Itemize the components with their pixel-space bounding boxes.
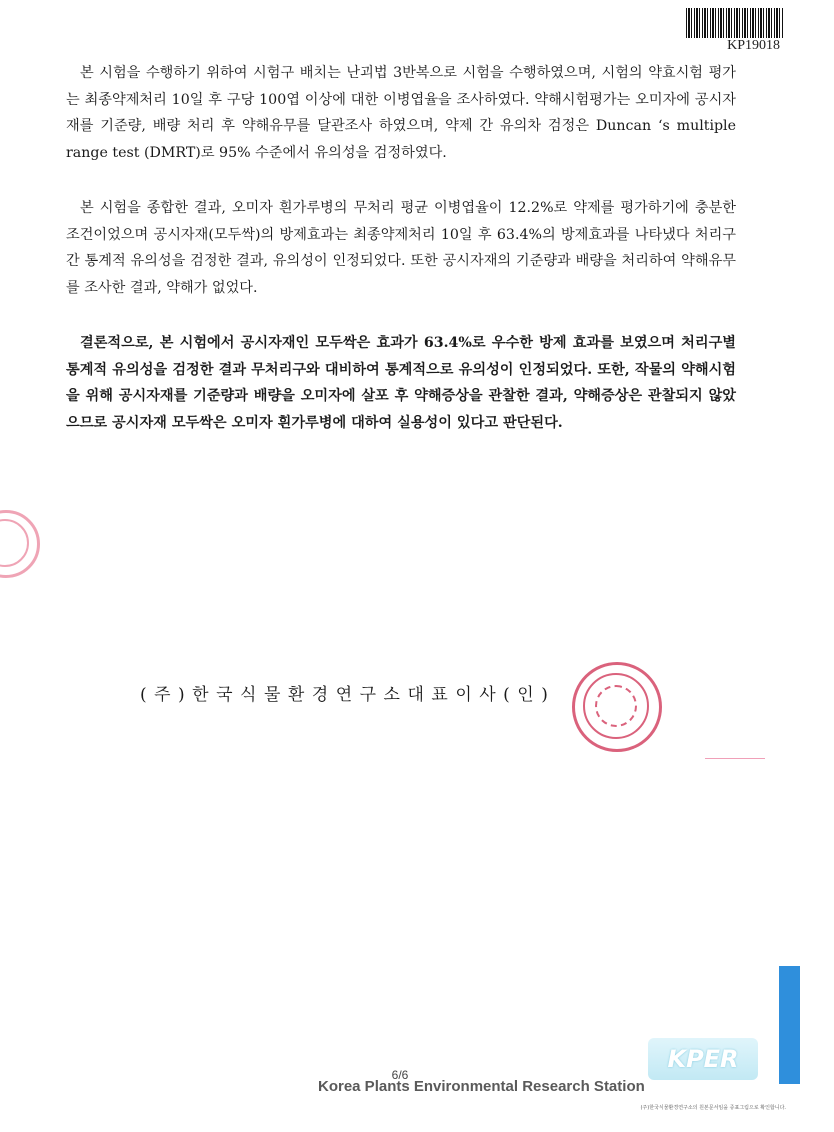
footer-copyright: (주)한국식물환경연구소의 원본문서임을 증표그림으로 확인합니다. [640, 1105, 786, 1111]
kper-logo: KPER [648, 1038, 758, 1080]
partial-seal-stamp [0, 510, 40, 578]
signature-line: (주)한국식물환경연구소대표이사(인) [140, 685, 556, 705]
page-number: 6/6 [391, 1068, 409, 1082]
footer-station-name: Korea Plants Environmental Research Station [318, 1078, 645, 1095]
paragraph-method: 본 시험을 수행하기 위하여 시험구 배치는 난괴법 3반복으로 시험을 수행하였으며, 시험의 약효시험 평가는 최종약제처리 10일 후 구당 100엽 이상에 대한 이병엽율을 조사하였다. 약해시험평가는 오미자에 공시자재를 기준량, 배량 처리 후 약해유무를 달관조사 하였으며, 약제 간 유의차 검정은 Duncan ‘s multiple range test (DMRT)로 95% 수준에서 유의성을 검정하였다. [66, 65, 736, 161]
company-seal-stamp [572, 662, 662, 752]
side-url-bar [779, 966, 800, 1084]
divider-line [705, 758, 765, 759]
paragraph-conclusion: 결론적으로, 본 시험에서 공시자재인 모두싹은 효과가 63.4%로 우수한 방제 효과를 보였으며 처리구별 통계적 유의성을 검정한 결과 무처리구와 대비하여 통계적으로 유의성이 인정되었다. 또한, 작물의 약해시험을 위해 공시자재를 기준량과 배량을 오미자에 살포 후 약해증상을 관찰한 결과, 약해증상은 관찰되지 않았으므로 공시자재 모두싹은 오미자 흰가루병에 대하여 실용성이 있다고 판단된다. [66, 335, 736, 431]
document-body [66, 60, 736, 465]
paragraph-results: 본 시험을 종합한 결과, 오미자 흰가루병의 무처리 평균 이병엽율이 12.2%로 약제를 평가하기에 충분한 조건이었으며 공시자재(모두싹)의 방제효과는 최종약제처리 10일 후 63.4%의 방제효과를 나타냈다 처리구 간 통계적 유의성을 검정한 결과, 유의성이 인정되었다. 또한 공시자재의 기준량과 배량을 처리하여 약해유무를 조사한 결과, 약해가 없었다. [66, 200, 736, 296]
document-code: KP19018 [727, 38, 780, 53]
side-url-text: www.kper.or.kr [819, 975, 833, 1073]
barcode-image [686, 8, 784, 38]
